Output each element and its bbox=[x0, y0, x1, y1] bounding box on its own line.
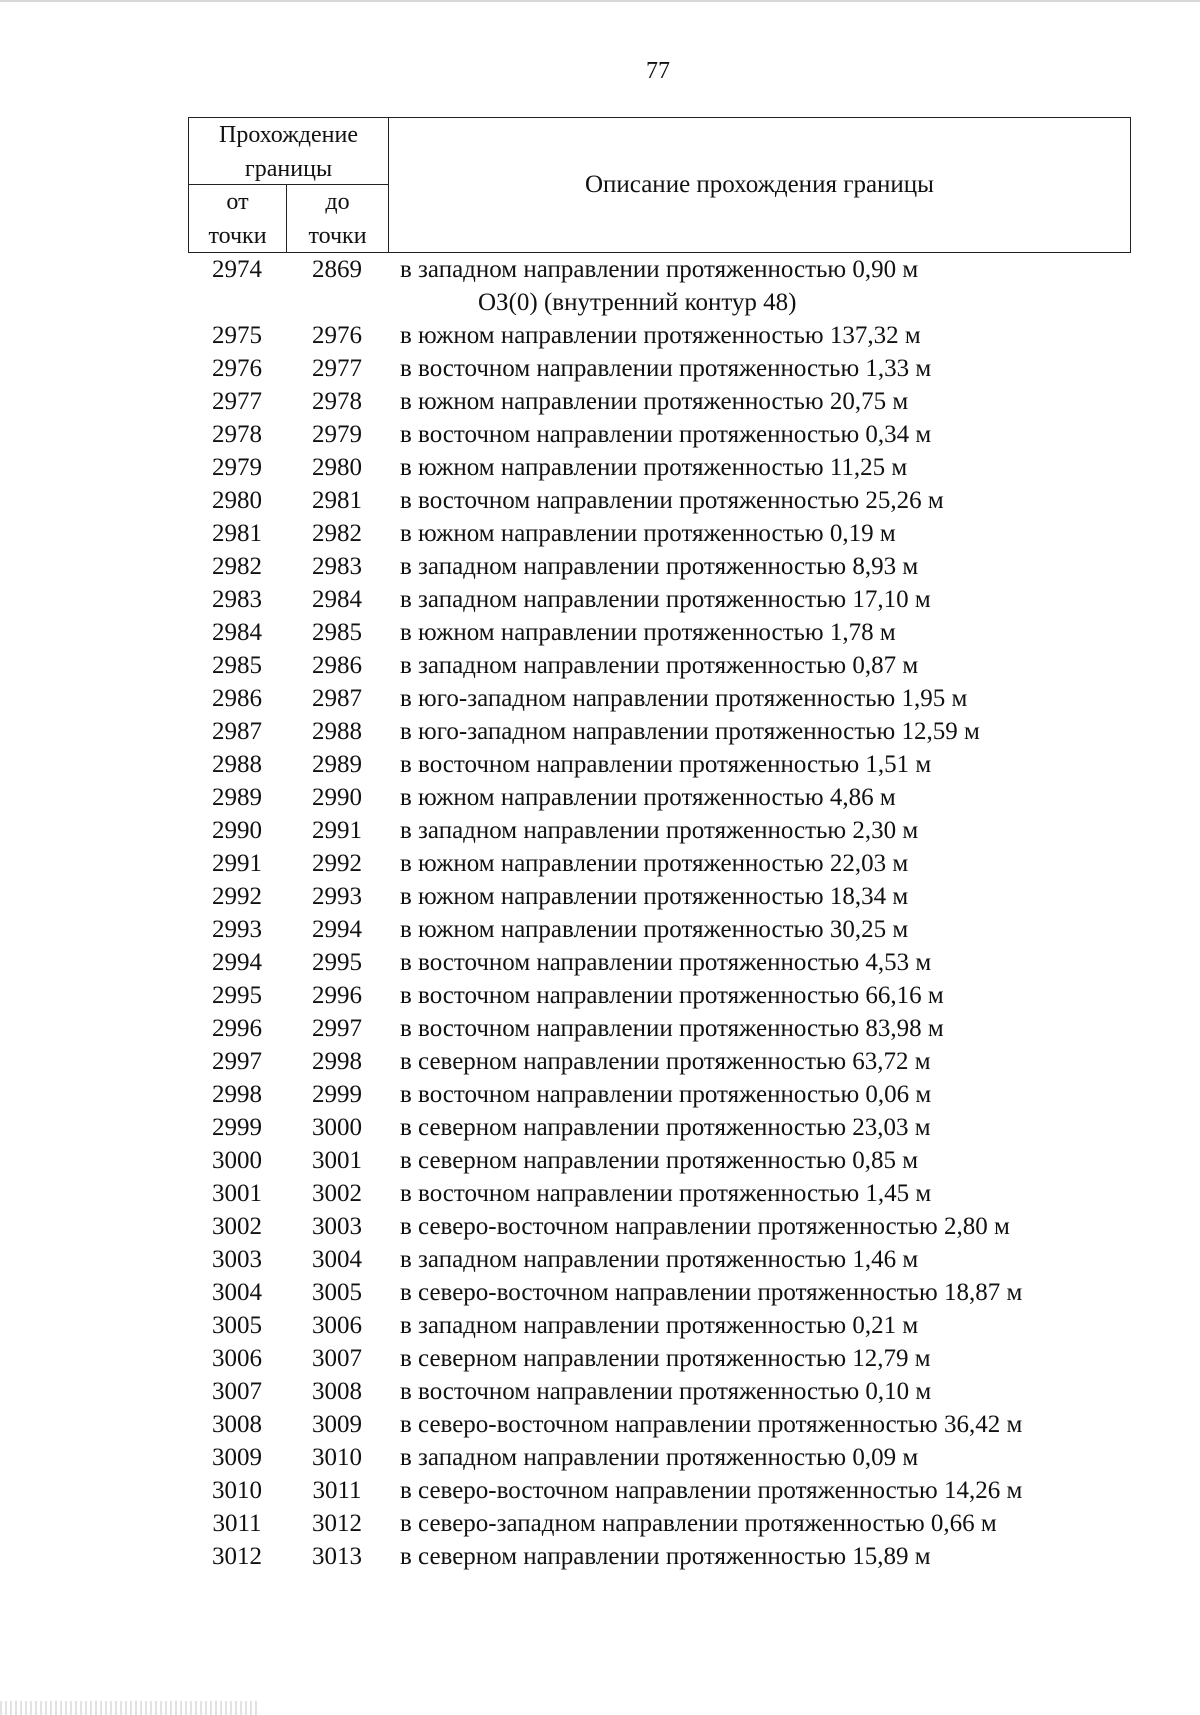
to-point-cell: 2998 bbox=[312, 1048, 362, 1075]
from-point-cell: 2988 bbox=[212, 751, 262, 778]
description-cell: в западном направлении протяженностью 1,46 м bbox=[400, 1246, 919, 1273]
from-point-cell: 3000 bbox=[212, 1147, 262, 1174]
to-point-cell: 3013 bbox=[312, 1543, 362, 1570]
table-row bbox=[188, 1408, 1131, 1441]
to-point-cell: 2992 bbox=[312, 850, 362, 877]
from-point-cell: 3005 bbox=[212, 1312, 262, 1339]
from-point-cell: 3008 bbox=[212, 1411, 262, 1438]
description-cell: в северо-восточном направлении протяженностью 36,42 м bbox=[400, 1411, 1023, 1438]
table-row bbox=[188, 748, 1131, 781]
description-cell: в южном направлении протяженностью 4,86 м bbox=[400, 784, 896, 811]
to-point-cell: 3009 bbox=[312, 1411, 362, 1438]
from-point-cell: 2993 bbox=[212, 916, 262, 943]
to-point-cell: 3011 bbox=[312, 1477, 362, 1504]
description-cell: в восточном направлении протяженностью 0,34 м bbox=[400, 421, 932, 448]
table-row bbox=[188, 781, 1131, 814]
header-boundary-passage-line2: границы bbox=[244, 156, 333, 182]
description-cell: в западном направлении протяженностью 2,30 м bbox=[400, 817, 919, 844]
from-point-cell: 2977 bbox=[212, 388, 262, 415]
table-row bbox=[188, 253, 1131, 286]
table-row bbox=[188, 946, 1131, 979]
from-point-cell: 3012 bbox=[212, 1543, 262, 1570]
table-row bbox=[188, 385, 1131, 418]
to-point-cell: 2996 bbox=[312, 982, 362, 1009]
description-cell: в северном направлении протяженностью 12,79 м bbox=[400, 1345, 931, 1372]
from-point-cell: 2992 bbox=[212, 883, 262, 910]
description-cell: в юго-западном направлении протяженностью 1,95 м bbox=[400, 685, 968, 712]
description-cell: в северо-западном направлении протяженностью 0,66 м bbox=[400, 1510, 997, 1537]
description-cell: в восточном направлении протяженностью 66,16 м bbox=[400, 982, 944, 1009]
description-cell: в южном направлении протяженностью 18,34 м bbox=[400, 883, 909, 910]
to-point-cell: 2982 bbox=[312, 520, 362, 547]
table-row bbox=[188, 616, 1131, 649]
table-row bbox=[188, 1507, 1131, 1540]
description-cell: в юго-западном направлении протяженностью 12,59 м bbox=[400, 718, 980, 745]
description-cell: в южном направлении протяженностью 30,25 м bbox=[400, 916, 909, 943]
table-row bbox=[188, 418, 1131, 451]
table-row bbox=[188, 583, 1131, 616]
description-cell: в северо-восточном направлении протяженностью 14,26 м bbox=[400, 1477, 1023, 1504]
header-description: Описание прохождения границы bbox=[585, 171, 934, 198]
from-point-cell: 2995 bbox=[212, 982, 262, 1009]
table-row bbox=[188, 1177, 1131, 1210]
to-point-cell: 2989 bbox=[312, 751, 362, 778]
from-point-cell: 3002 bbox=[212, 1213, 262, 1240]
description-cell: в южном направлении протяженностью 1,78 м bbox=[400, 619, 896, 646]
description-cell: в восточном направлении протяженностью 1,51 м bbox=[400, 751, 932, 778]
from-point-cell: 3007 bbox=[212, 1378, 262, 1405]
header-to-line1: до bbox=[325, 189, 350, 215]
to-point-cell: 3003 bbox=[312, 1213, 362, 1240]
to-point-cell: 2869 bbox=[312, 256, 362, 283]
description-cell: в западном направлении протяженностью 0,09 м bbox=[400, 1444, 919, 1471]
from-point-cell: 2996 bbox=[212, 1015, 262, 1042]
from-point-cell: 2982 bbox=[212, 553, 262, 580]
to-point-cell: 3002 bbox=[312, 1180, 362, 1207]
from-point-cell: 2978 bbox=[212, 421, 262, 448]
description-cell: в южном направлении протяженностью 22,03 м bbox=[400, 850, 909, 877]
from-point-cell: 3006 bbox=[212, 1345, 262, 1372]
from-point-cell: 2980 bbox=[212, 487, 262, 514]
row-list bbox=[188, 319, 1131, 1573]
to-point-cell: 2984 bbox=[312, 586, 362, 613]
table-row bbox=[188, 1375, 1131, 1408]
from-point-cell: 2990 bbox=[212, 817, 262, 844]
description-cell: в северном направлении протяженностью 23,03 м bbox=[400, 1114, 931, 1141]
description-cell: в восточном направлении протяженностью 25,26 м bbox=[400, 487, 944, 514]
to-point-cell: 3000 bbox=[312, 1114, 362, 1141]
to-point-cell: 3005 bbox=[312, 1279, 362, 1306]
table-row bbox=[188, 484, 1131, 517]
description-cell: в западном направлении протяженностью 8,93 м bbox=[400, 553, 919, 580]
to-point-cell: 2999 bbox=[312, 1081, 362, 1108]
from-point-cell: 2976 bbox=[212, 355, 262, 382]
from-point-cell: 3009 bbox=[212, 1444, 262, 1471]
description-cell: в восточном направлении протяженностью 0,06 м bbox=[400, 1081, 932, 1108]
header-boundary-passage bbox=[189, 118, 389, 185]
description-cell: в северо-восточном направлении протяженностью 18,87 м bbox=[400, 1279, 1023, 1306]
to-point-cell: 3006 bbox=[312, 1312, 362, 1339]
section-heading: ОЗ(0) (внутренний контур 48) bbox=[478, 289, 797, 316]
to-point-cell: 2990 bbox=[312, 784, 362, 811]
from-point-cell: 3001 bbox=[212, 1180, 262, 1207]
description-cell: в западном направлении протяженностью 0,87 м bbox=[400, 652, 919, 679]
scan-top-edge bbox=[0, 0, 1200, 2]
to-point-cell: 2994 bbox=[312, 916, 362, 943]
page-number: 77 bbox=[646, 58, 670, 84]
table-row bbox=[188, 451, 1131, 484]
table-row bbox=[188, 352, 1131, 385]
table-row bbox=[188, 649, 1131, 682]
table-row bbox=[188, 880, 1131, 913]
from-point-cell: 2975 bbox=[212, 322, 262, 349]
header-from-point bbox=[189, 185, 287, 252]
to-point-cell: 2977 bbox=[312, 355, 362, 382]
description-cell: в северном направлении протяженностью 0,85 м bbox=[400, 1147, 919, 1174]
from-point-cell: 2998 bbox=[212, 1081, 262, 1108]
header-from-line1: от bbox=[226, 189, 249, 215]
table-row bbox=[188, 1309, 1131, 1342]
to-point-cell: 3004 bbox=[312, 1246, 362, 1273]
description-cell: в западном направлении протяженностью 17,10 м bbox=[400, 586, 931, 613]
from-point-cell: 2979 bbox=[212, 454, 262, 481]
from-point-cell: 2994 bbox=[212, 949, 262, 976]
description-cell: в западном направлении протяженностью 0,90 м bbox=[400, 256, 919, 283]
table-row bbox=[188, 1276, 1131, 1309]
description-cell: в северо-восточном направлении протяженностью 2,80 м bbox=[400, 1213, 1010, 1240]
table-row bbox=[188, 1342, 1131, 1375]
from-point-cell: 2999 bbox=[212, 1114, 262, 1141]
table-row bbox=[188, 550, 1131, 583]
from-point-cell: 2987 bbox=[212, 718, 262, 745]
table-row bbox=[188, 319, 1131, 352]
table-row bbox=[188, 979, 1131, 1012]
table-row bbox=[188, 1078, 1131, 1111]
table-row bbox=[188, 1243, 1131, 1276]
header-to-point bbox=[287, 185, 389, 252]
header-boundary-passage-line1: Прохождение bbox=[218, 122, 358, 148]
to-point-cell: 2976 bbox=[312, 322, 362, 349]
description-cell: в западном направлении протяженностью 0,21 м bbox=[400, 1312, 919, 1339]
description-cell: в южном направлении протяженностью 0,19 м bbox=[400, 520, 896, 547]
to-point-cell: 2979 bbox=[312, 421, 362, 448]
description-cell: в восточном направлении протяженностью 0,10 м bbox=[400, 1378, 932, 1405]
table-row bbox=[188, 1441, 1131, 1474]
table-row bbox=[188, 1540, 1131, 1573]
header-to-line2: точки bbox=[308, 223, 367, 249]
to-point-cell: 2997 bbox=[312, 1015, 362, 1042]
to-point-cell: 3012 bbox=[312, 1510, 362, 1537]
table-row bbox=[188, 1111, 1131, 1144]
table-row bbox=[188, 1012, 1131, 1045]
from-point-cell: 2997 bbox=[212, 1048, 262, 1075]
to-point-cell: 2981 bbox=[312, 487, 362, 514]
description-cell: в южном направлении протяженностью 137,32 м bbox=[400, 322, 921, 349]
description-cell: в восточном направлении протяженностью 1,33 м bbox=[400, 355, 932, 382]
from-point-cell: 2984 bbox=[212, 619, 262, 646]
description-cell: в восточном направлении протяженностью 1,45 м bbox=[400, 1180, 932, 1207]
description-cell: в северном направлении протяженностью 63,72 м bbox=[400, 1048, 931, 1075]
to-point-cell: 3010 bbox=[312, 1444, 362, 1471]
table-row bbox=[188, 913, 1131, 946]
table-header bbox=[188, 117, 1131, 253]
from-point-cell: 3010 bbox=[212, 1477, 262, 1504]
from-point-cell: 3011 bbox=[212, 1510, 262, 1537]
from-point-cell: 2981 bbox=[212, 520, 262, 547]
to-point-cell: 3007 bbox=[312, 1345, 362, 1372]
from-point-cell: 3003 bbox=[212, 1246, 262, 1273]
to-point-cell: 2986 bbox=[312, 652, 362, 679]
description-cell: в северном направлении протяженностью 15,89 м bbox=[400, 1543, 931, 1570]
table-row bbox=[188, 715, 1131, 748]
description-cell: в восточном направлении протяженностью 4,53 м bbox=[400, 949, 932, 976]
from-point-cell: 2974 bbox=[212, 256, 262, 283]
to-point-cell: 3001 bbox=[312, 1147, 362, 1174]
from-point-cell: 2985 bbox=[212, 652, 262, 679]
from-point-cell: 2983 bbox=[212, 586, 262, 613]
header-from-line2: точки bbox=[208, 223, 267, 249]
table-row bbox=[188, 1045, 1131, 1078]
to-point-cell: 2980 bbox=[312, 454, 362, 481]
to-point-cell: 2987 bbox=[312, 685, 362, 712]
description-cell: в восточном направлении протяженностью 83,98 м bbox=[400, 1015, 944, 1042]
description-cell: в южном направлении протяженностью 11,25 м bbox=[400, 454, 908, 481]
to-point-cell: 2978 bbox=[312, 388, 362, 415]
to-point-cell: 2995 bbox=[312, 949, 362, 976]
to-point-cell: 2985 bbox=[312, 619, 362, 646]
to-point-cell: 2993 bbox=[312, 883, 362, 910]
table-row bbox=[188, 682, 1131, 715]
table-row bbox=[188, 1210, 1131, 1243]
table-row bbox=[188, 517, 1131, 550]
to-point-cell: 2988 bbox=[312, 718, 362, 745]
to-point-cell: 2991 bbox=[312, 817, 362, 844]
to-point-cell: 3008 bbox=[312, 1378, 362, 1405]
table-row bbox=[188, 1144, 1131, 1177]
from-point-cell: 2986 bbox=[212, 685, 262, 712]
from-point-cell: 2989 bbox=[212, 784, 262, 811]
table-body bbox=[188, 253, 1131, 1573]
to-point-cell: 2983 bbox=[312, 553, 362, 580]
table-row bbox=[188, 1474, 1131, 1507]
table-row bbox=[188, 814, 1131, 847]
from-point-cell: 2991 bbox=[212, 850, 262, 877]
description-cell: в южном направлении протяженностью 20,75 м bbox=[400, 388, 909, 415]
from-point-cell: 3004 bbox=[212, 1279, 262, 1306]
table-row bbox=[188, 847, 1131, 880]
scan-artifact bbox=[0, 1701, 260, 1715]
